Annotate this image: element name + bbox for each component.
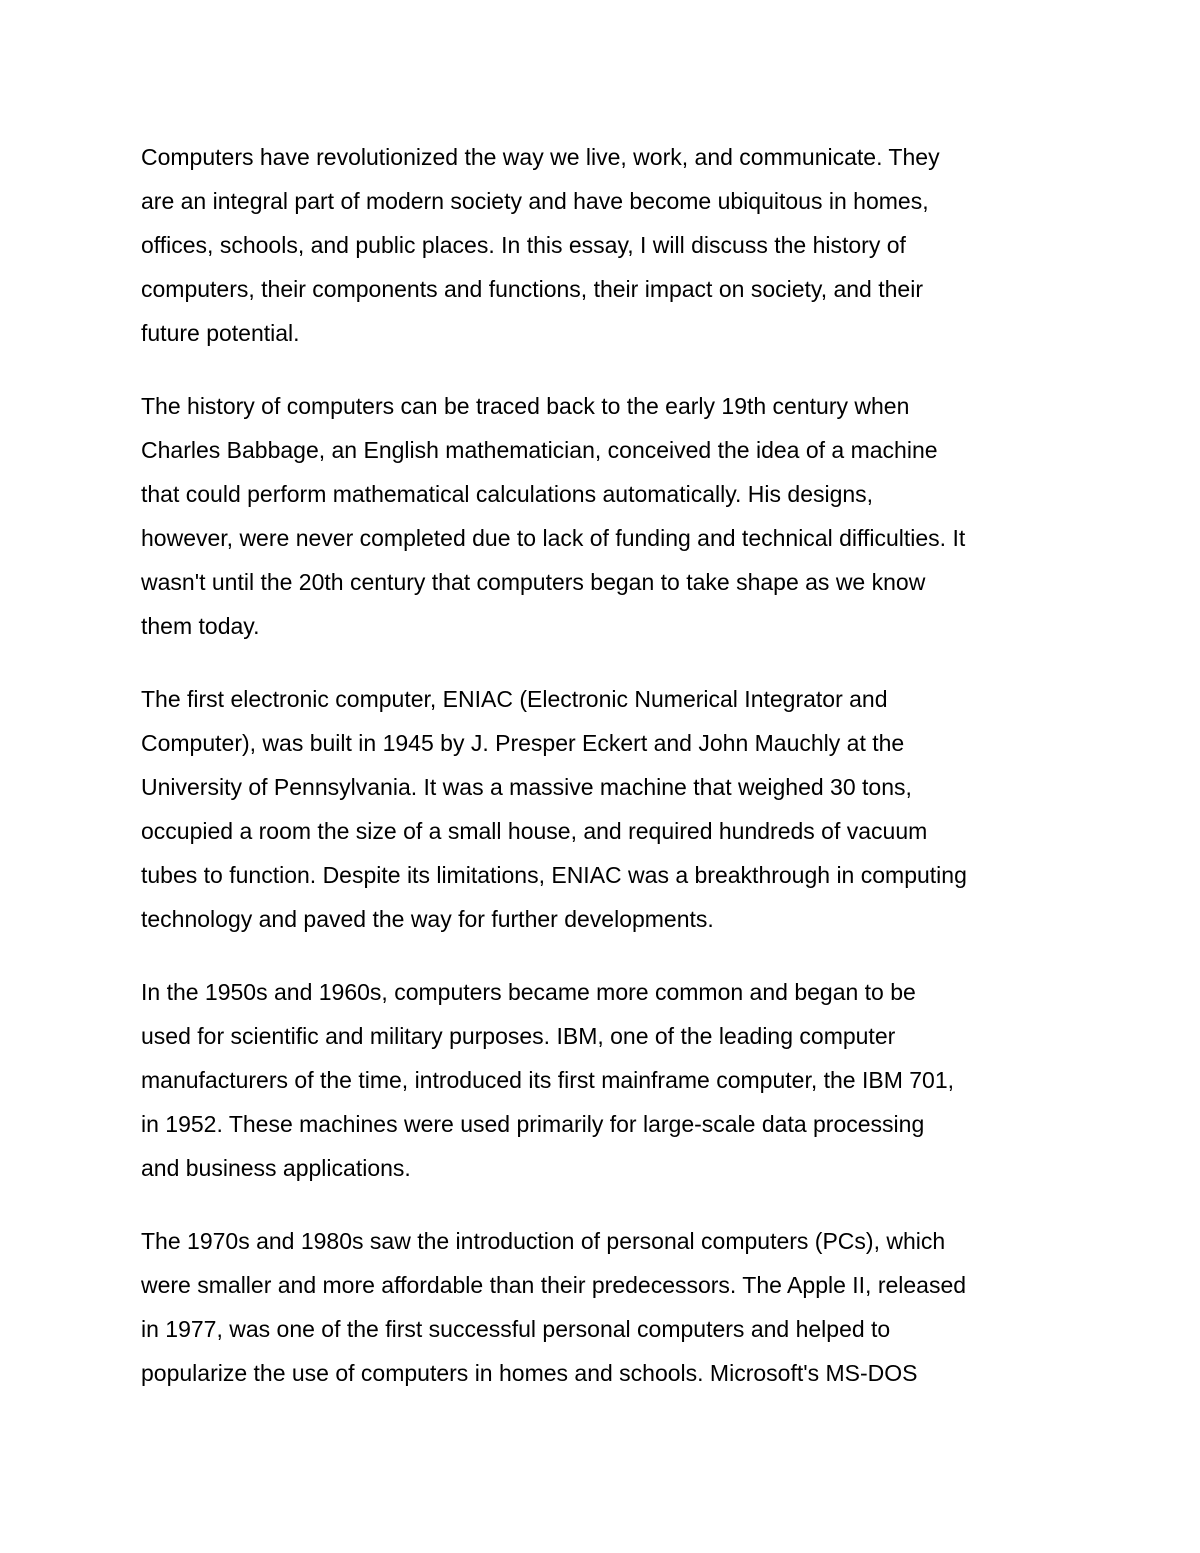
paragraph-eniac [141, 677, 1076, 941]
text-line: technology and paved the way for further developments. [141, 906, 714, 932]
paragraph-1950s [141, 970, 1076, 1190]
text-line: were smaller and more affordable than their predecessors. The Apple II, released [141, 1272, 967, 1298]
text-line: popularize the use of computers in homes and schools. Microsoft's MS-DOS [141, 1360, 918, 1386]
text-line: computers, their components and functions, their impact on society, and their [141, 276, 923, 302]
essay-body [141, 135, 1076, 1424]
text-line: manufacturers of the time, introduced its first mainframe computer, the IBM 701, [141, 1067, 955, 1093]
text-line: In the 1950s and 1960s, computers became more common and began to be [141, 979, 916, 1005]
paragraph-history [141, 384, 1076, 648]
text-line: Charles Babbage, an English mathematician, conceived the idea of a machine [141, 437, 938, 463]
text-line: The history of computers can be traced back to the early 19th century when [141, 393, 910, 419]
text-line: offices, schools, and public places. In this essay, I will discuss the history of [141, 232, 906, 258]
text-line: Computers have revolutionized the way we live, work, and communicate. They [141, 144, 940, 170]
text-line: however, were never completed due to lack of funding and technical difficulties. It [141, 525, 966, 551]
text-line: Computer), was built in 1945 by J. Presper Eckert and John Mauchly at the [141, 730, 905, 756]
text-line: them today. [141, 613, 260, 639]
text-line: The first electronic computer, ENIAC (Electronic Numerical Integrator and [141, 686, 888, 712]
text-line: wasn't until the 20th century that computers began to take shape as we know [141, 569, 926, 595]
text-line: in 1952. These machines were used primarily for large-scale data processing [141, 1111, 925, 1137]
text-line: in 1977, was one of the first successful personal computers and helped to [141, 1316, 891, 1342]
text-line: The 1970s and 1980s saw the introduction of personal computers (PCs), which [141, 1228, 946, 1254]
paragraph-intro [141, 135, 1076, 355]
paragraph-1970s [141, 1219, 1076, 1395]
text-line: used for scientific and military purposes. IBM, one of the leading computer [141, 1023, 896, 1049]
text-line: occupied a room the size of a small house, and required hundreds of vacuum [141, 818, 928, 844]
text-line: that could perform mathematical calculations automatically. His designs, [141, 481, 874, 507]
text-line: tubes to function. Despite its limitations, ENIAC was a breakthrough in computing [141, 862, 967, 888]
text-line: are an integral part of modern society and have become ubiquitous in homes, [141, 188, 929, 214]
text-line: future potential. [141, 320, 300, 346]
text-line: and business applications. [141, 1155, 411, 1181]
text-line: University of Pennsylvania. It was a massive machine that weighed 30 tons, [141, 774, 912, 800]
